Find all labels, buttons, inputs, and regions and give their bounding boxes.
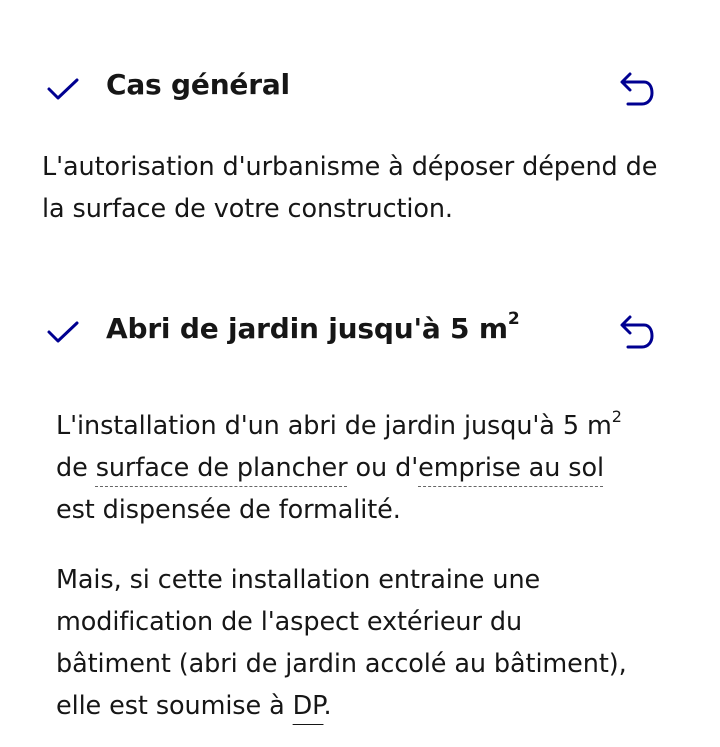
paragraph-line: Mais, si cette installation entraine une <box>56 565 541 595</box>
check-icon <box>46 77 80 103</box>
paragraph-line: bâtiment (abri de jardin accolé au bâtiment), <box>56 649 627 679</box>
paragraph-abri-1 <box>56 405 696 531</box>
section-title: Cas général <box>106 68 290 101</box>
section-header-cas-general[interactable] <box>0 60 720 120</box>
section-header-abri-de-jardin[interactable] <box>0 303 720 363</box>
check-icon <box>46 320 80 346</box>
paragraph-cas-general: L'autorisation d'urbanisme à déposer dépend de la surface de votre construction. <box>42 152 658 224</box>
section-title: Abri de jardin jusqu'à 5 $m^2$ <box>106 308 520 345</box>
paragraph-line: elle est soumise à DP. <box>56 691 332 721</box>
undo-icon[interactable] <box>614 70 656 110</box>
abbr-dp[interactable]: DP <box>292 691 324 721</box>
undo-icon[interactable] <box>614 313 656 353</box>
paragraph-line: est dispensée de formalité. <box>56 495 401 525</box>
paragraph-abri-2 <box>56 559 706 727</box>
term-surface-de-plancher[interactable]: surface de plancher <box>95 453 348 483</box>
paragraph-line: de surface de plancher ou d'emprise au sol <box>56 453 604 483</box>
term-emprise-au-sol[interactable]: emprise au sol <box>418 453 604 483</box>
paragraph-line: L'installation d'un abri de jardin jusqu'à 5 $m^2$ <box>56 406 622 441</box>
paragraph-line: modification de l'aspect extérieur du <box>56 607 523 637</box>
